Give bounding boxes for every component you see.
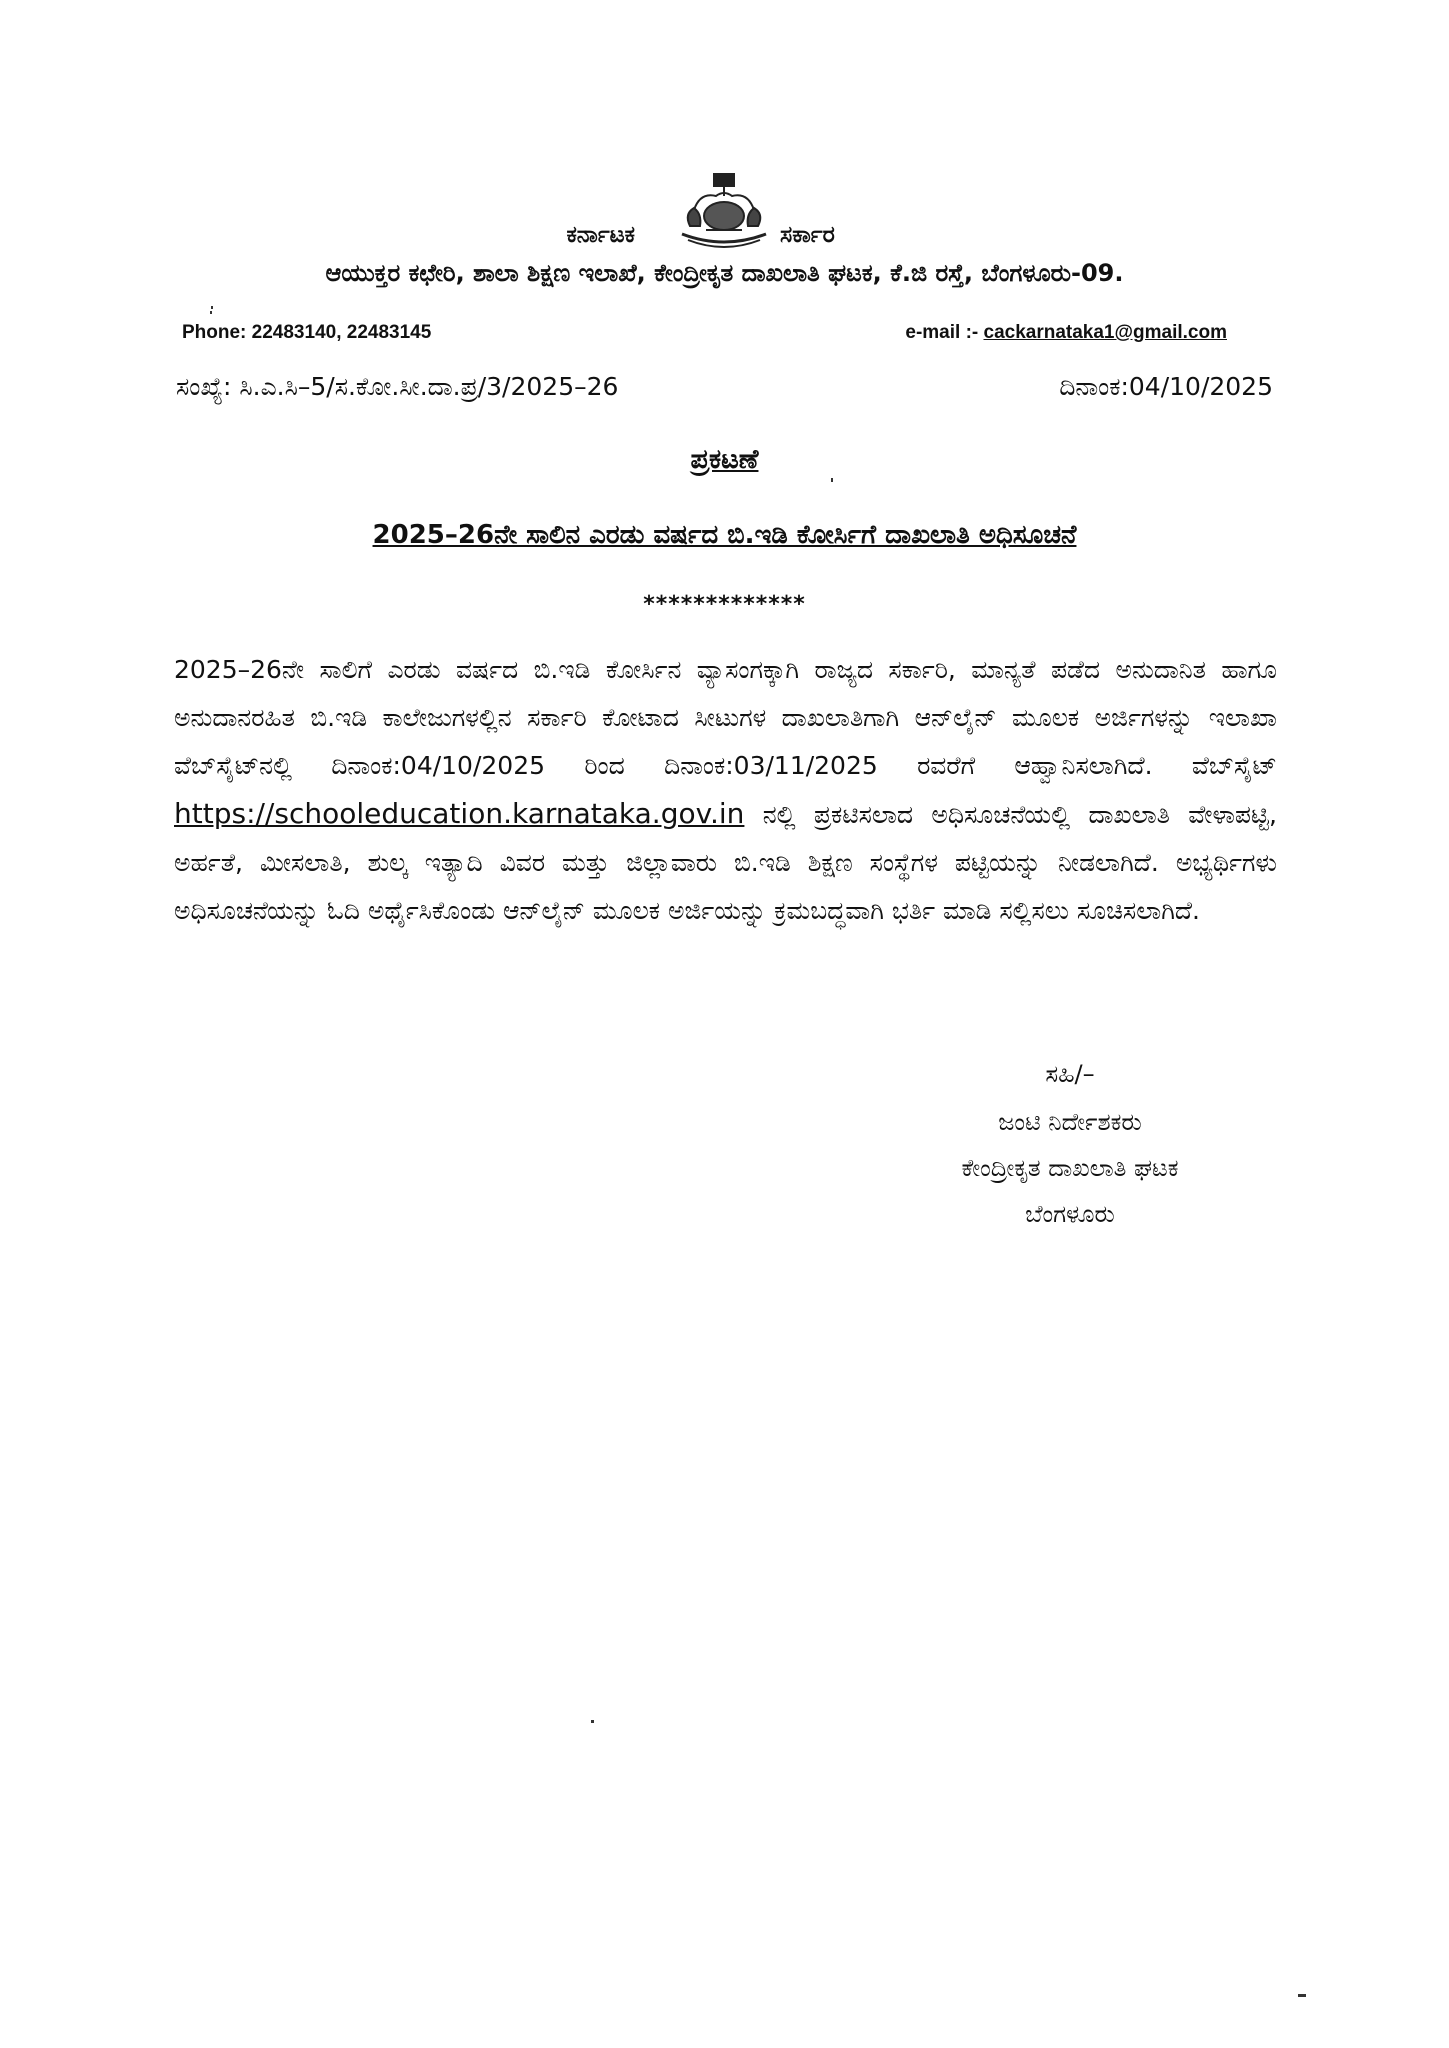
separator: ************* (643, 592, 806, 617)
body-text-part2: ನಲ್ಲಿ ಪ್ರಕಟಿಸಲಾದ ಅಧಿಸೂಚನೆಯಲ್ಲಿ ದಾಖಲಾತಿ ವೇಳಾಪಟ್ಟಿ, ಅರ್ಹತೆ, ಮೀಸಲಾತಿ, ಶುಲ್ಕ ಇತ್ಯಾದಿ ವಿವರ ಮತ್ತು ಜಿಲ್ಲಾವಾರು ಬಿ.ಇಡಿ ಶಿಕ್ಷಣ ಸಂಸ್ಥೆಗಳ ಪಟ್ಟಿಯನ್ನು ನೀಡಲಾಗಿದೆ. ಅಭ್ಯರ್ಥಿಗಳು ಅಧಿಸೂಚನೆಯನ್ನು ಓದಿ ಅರ್ಥೈಸಿಕೊಂಡು ಆನ್‌ಲೈನ್ ಮೂಲಕ ಅರ್ಜಿಯನ್ನು ಕ್ರಮಬದ್ಧವಾಗಿ ಭರ್ತಿ ಮಾಡಿ ಸಲ್ಲಿಸಲು ಸೂಚಿಸಲಾಗಿದೆ. (174, 800, 1277, 925)
notice-title: ಪ್ರಕಟಣೆ (690, 444, 759, 475)
notice-subject: 2025–26ನೇ ಸಾಲಿನ ಎರಡು ವರ್ಷದ ಬಿ.ಇಡಿ ಕೋರ್ಸಿಗೆ ದಾಖಲಾತಿ ಅಧಿಸೂಚನೆ (372, 520, 1077, 550)
signature-mark: ಸಹಿ/– (1045, 1060, 1095, 1088)
office-address: ಆಯುಕ್ತರ ಕಛೇರಿ, ಶಾಲಾ ಶಿಕ್ಷಣ ಇಲಾಖೆ, ಕೇಂದ್ರೀಕೃತ ದಾಖಲಾತಿ ಘಟಕ, ಕೆ.ಜಿ ರಸ್ತೆ, ಬೆಂಗಳೂರು-09. (325, 259, 1124, 287)
body-text-part1: 2025–26ನೇ ಸಾಲಿಗೆ ಎರಡು ವರ್ಷದ ಬಿ.ಇಡಿ ಕೋರ್ಸಿನ ವ್ಯಾಸಂಗಕ್ಕಾಗಿ ರಾಜ್ಯದ ಸರ್ಕಾರಿ, ಮಾನ್ಯತೆ ಪಡೆದ ಅನುದಾನಿತ ಹಾಗೂ ಅನುದಾನರಹಿತ ಬಿ.ಇಡಿ ಕಾಲೇಜುಗಳಲ್ಲಿನ ಸರ್ಕಾರಿ ಕೋಟಾದ ಸೀಟುಗಳ ದಾಖಲಾತಿಗಾಗಿ ಆನ್‌ಲೈನ್ ಮೂಲಕ ಅರ್ಜಿಗಳನ್ನು ಇಲಾಖಾ ವೆಬ್‌ಸೈಟ್‌ನಲ್ಲಿ ದಿನಾಂಕ:04/10/2025 ರಿಂದ ದಿನಾಂಕ:03/11/2025 ರವರೆಗೆ ಆಹ್ವಾನಿಸಲಾಗಿದೆ. ವೆಬ್‌ಸೈಟ್ (174, 655, 1277, 780)
scan-speck (1298, 1994, 1306, 1997)
state-name-left: ಕರ್ನಾಟಕ (566, 222, 635, 248)
signatory-office: ಕೇಂದ್ರೀಕೃತ ದಾಖಲಾತಿ ಘಟಕ (961, 1154, 1179, 1182)
phone-numbers: Phone: 22483140, 22483145 (182, 322, 432, 343)
signatory-place: ಬೆಂಗಳೂರು (1025, 1200, 1115, 1228)
email-link[interactable]: cackarnataka1@gmail.com (983, 322, 1227, 343)
website-link[interactable]: https://schooleducation.karnataka.gov.in (174, 797, 745, 830)
scan-speck (211, 306, 213, 309)
scan-speck (210, 311, 212, 314)
email-line (905, 322, 1227, 344)
signatory-designation: ಜಂಟಿ ನಿರ್ದೇಶಕರು (998, 1108, 1142, 1136)
reference-number: ಸಂಖ್ಯೆ: ಸಿ.ಎ.ಸಿ–5/ಸ.ಕೋ.ಸೀ.ದಾ.ಪ್ರ/3/2025–26 (176, 372, 619, 401)
reference-date: ದಿನಾಂಕ:04/10/2025 (1059, 372, 1273, 401)
notice-body (174, 646, 1277, 935)
state-name-right: ಸರ್ಕಾರ (780, 222, 835, 248)
scan-speck (591, 1720, 594, 1723)
karnataka-emblem-icon (664, 170, 784, 252)
email-label: e-mail :- (905, 322, 984, 343)
scan-speck (831, 478, 833, 482)
